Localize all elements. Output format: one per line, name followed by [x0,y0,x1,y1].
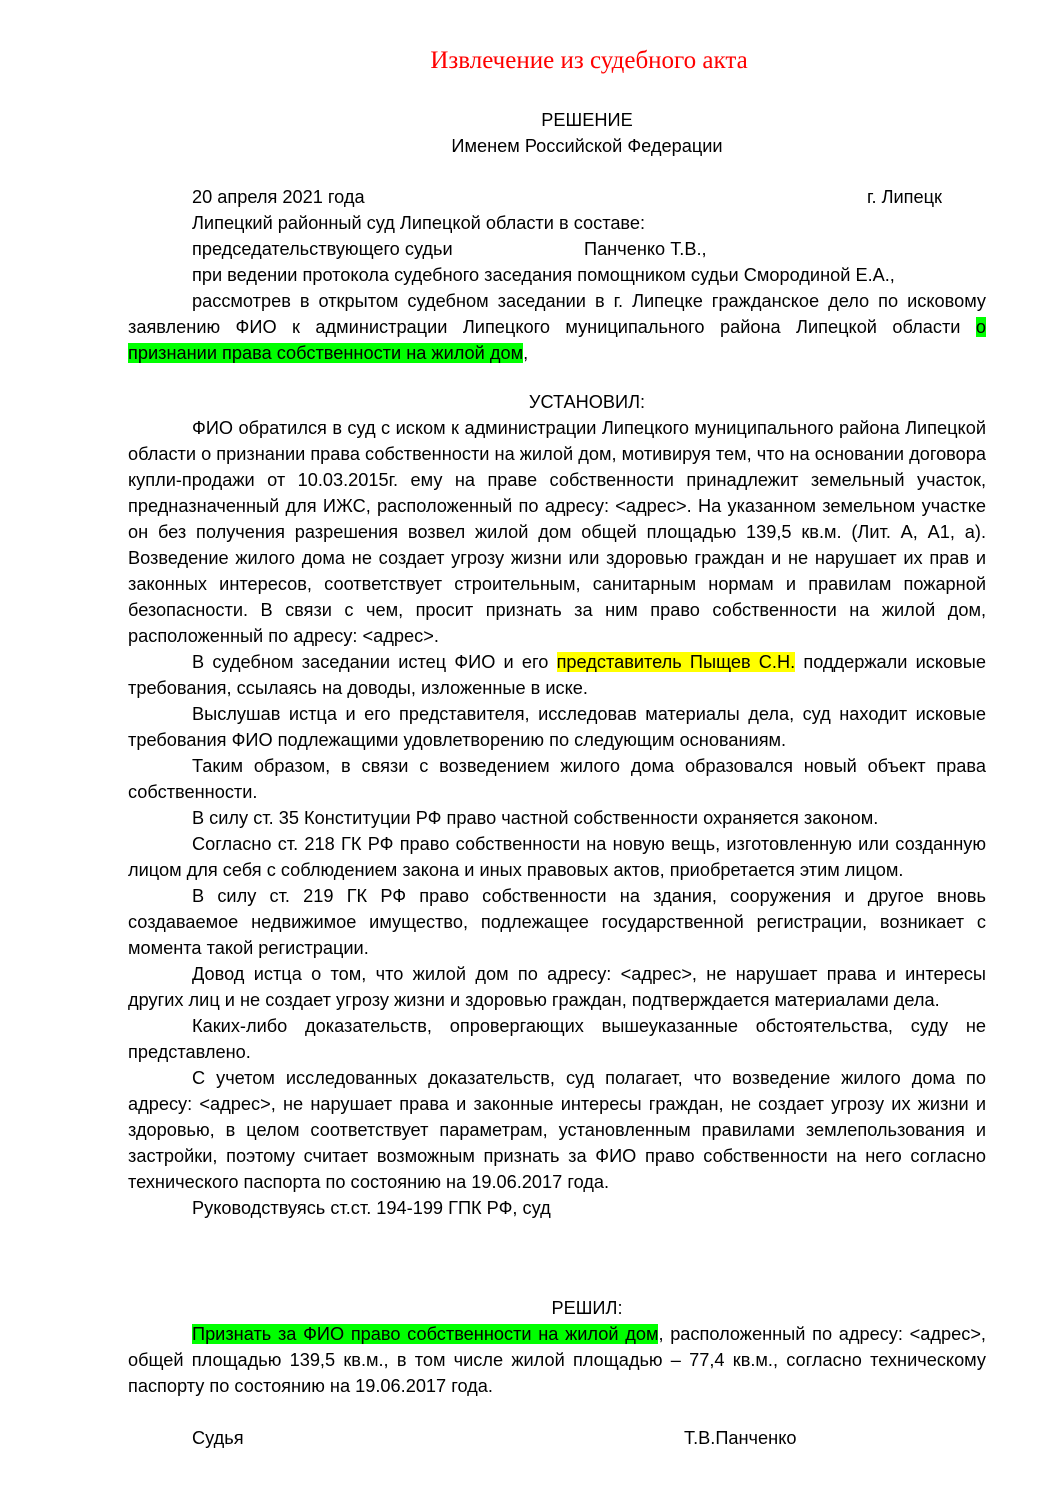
paragraph: С учетом исследованных доказательств, суд полагает, что возведение жилого дома по адресу: <адрес>, не нарушает права и законные интересы граждан, не создает угрозу их жизни и здоровью, в целом соответствует параметрам, установленным правилами землепользования и застройки, поэтому считает возможным признать за ФИО право собственности на него согласно технического паспорта по состоянию на 19.06.2017 года. [128,1068,986,1192]
judge-signature: Т.В.Панченко [684,1428,797,1448]
paragraph [128,649,986,701]
decision-city: г. Липецк [867,187,942,207]
decided-heading: РЕШИЛ: [551,1298,623,1318]
paragraph-text: поддержали исковые требования, ссылаясь на доводы, изложенные в иске. [128,652,986,698]
verdict-paragraph [128,1321,986,1399]
paragraph: Руководствуясь ст.ст. 194-199 ГПК РФ, суд [192,1198,551,1218]
intro-block [128,184,986,366]
paragraph: Согласно ст. 218 ГК РФ право собственности на новую вещь, изготовленную или созданную лицом для себя с соблюдением закона и иных правовых актов, приобретается этим лицом. [128,834,986,880]
decision-subheading: Именем Российской Федерации [451,136,723,156]
presiding-role: председательствующего судьи [192,239,453,259]
signature-row [128,1425,986,1451]
verdict-text: , расположенный по адресу: <адрес>, общей площадью 139,5 кв.м., в том числе жилой площадью – 77,4 кв.м., согласно техническому паспорту по состоянию на 19.06.2017 года. [128,1324,986,1396]
paragraph: ФИО обратился в суд с иском к администрации Липецкого муниципального района Липецкой области о признании права собственности на жилой дом, мотивируя тем, что на основании договора купли-продажи от 10.03.2015г. ему на праве собственности принадлежит земельный участок, предназначенный для ИЖС, расположенный по адресу: <адрес>. На указанном земельном участке он без получения разрешения возвел жилой дом общей площадью 139,5 кв.м. (Лит. А, А1, а). Возведение жилого дома не создает угрозу жизни или здоровью граждан и не нарушает их прав и законных интересов, соответствует строительным, санитарным нормам и правилам пожарной безопасности. В связи с чем, просит признать за ним право собственности на жилой дом, расположенный по адресу: <адрес>. [128,418,986,646]
case-intro-text: рассмотрев в открытом судебном заседании в г. Липецке гражданское дело по исковому заявлению ФИО к администрации Липецкого муниципального района Липецкой области [128,291,986,337]
court-line: Липецкий районный суд Липецкой области в составе: [192,213,646,233]
case-intro-end: , [523,343,529,363]
verdict-highlight: Признать за ФИО право собственности на жилой дом [192,1324,659,1344]
decision-date: 20 апреля 2021 года [192,187,365,207]
paragraph: В силу ст. 35 Конституции РФ право частной собственности охраняется законом. [192,808,879,828]
paragraph: Выслушав истца и его представителя, исследовав материалы дела, суд находит исковые требования ФИО подлежащими удовлетворению по следующим основаниям. [128,704,986,750]
established-body [128,415,986,1221]
paragraph: Каких-либо доказательств, опровергающих вышеуказанные обстоятельства, суду не представлено. [128,1016,986,1062]
case-subject-highlight: о признании права собственности на жилой дом [128,317,986,363]
secretary-line: при ведении протокола судебного заседания помощником судьи Смородиной Е.А., [192,265,895,285]
representative-highlight: представитель Пыщев С.Н. [556,652,796,672]
verdict-block [128,1321,986,1399]
extract-title: Извлечение из судебного акта [430,47,748,74]
paragraph-text: В судебном заседании истец ФИО и его [192,652,557,672]
presiding-judge-row [128,236,986,262]
established-heading: УСТАНОВИЛ: [528,392,646,412]
paragraph: Таким образом, в связи с возведением жилого дома образовался новый объект права собственности. [128,756,986,802]
case-intro-paragraph [128,288,986,366]
paragraph: Довод истца о том, что жилой дом по адресу: <адрес>, не нарушает права и интересы других лиц и не создает угрозу жизни и здоровью граждан, подтверждается материалами дела. [128,964,986,1010]
date-city-row [128,184,986,210]
paragraph: В силу ст. 219 ГК РФ право собственности на здания, сооружения и другое вновь создаваемое недвижимое имущество, подлежащее государственной регистрации, возникает с момента такой регистрации. [128,886,986,958]
judge-label: Судья [192,1428,244,1448]
decision-heading: РЕШЕНИЕ [541,110,633,130]
presiding-judge-name: Панченко Т.В., [584,239,707,259]
